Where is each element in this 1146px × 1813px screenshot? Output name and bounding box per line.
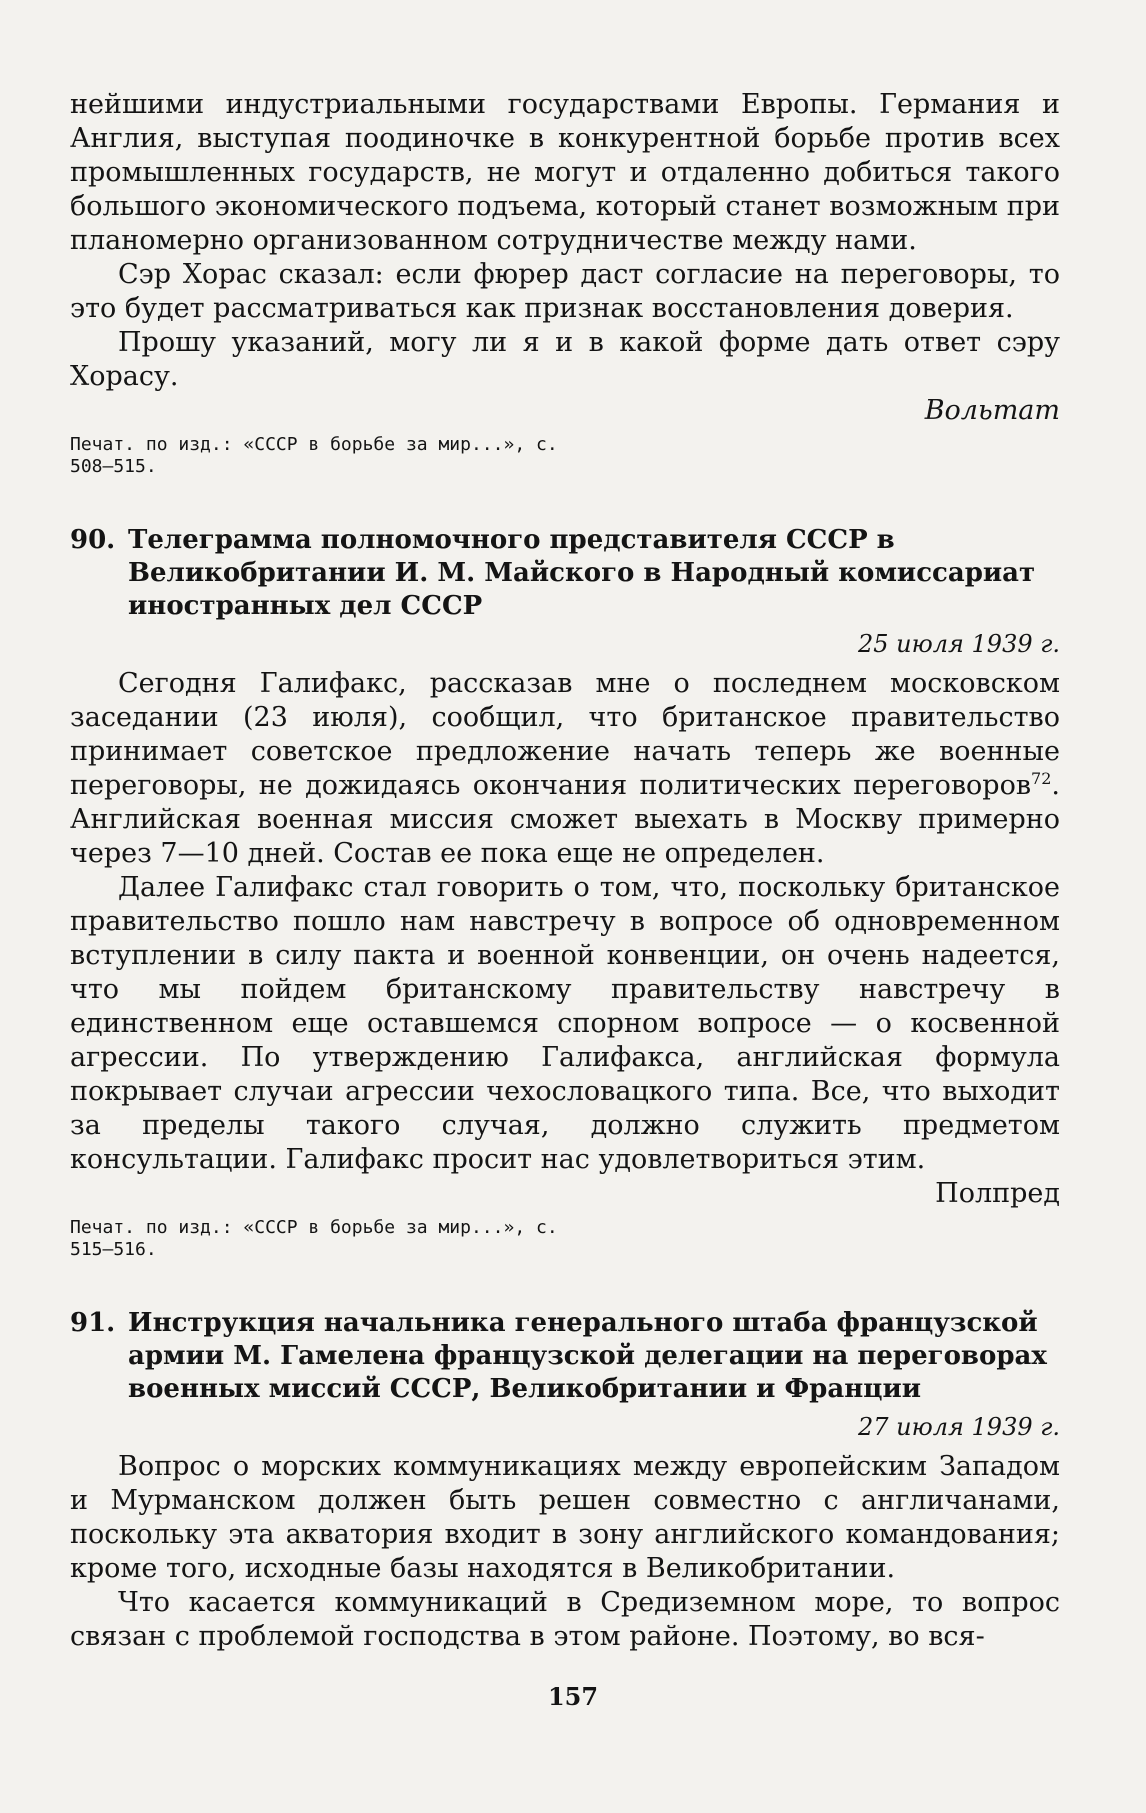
signature-polpred: Полпред	[935, 1178, 1060, 1209]
paragraph: Далее Галифакс стал говорить о том, что, поскольку британское правительство пошло нам навстречу в вопросе об одновременном вступлении в силу пакта и военной конвенции, он очень надеется, что мы пойдем британскому правительству навстречу в единственном еще оставшемся спорном вопросе — о косвенной агрессии. По утверждению Галифакса, английская формула покрывает случаи агрессии чехословацкого типа. Все, что выходит за пределы такого случая, должно служить предметом консультации. Галифакс просит нас удовлетвориться этим.	[70, 872, 1060, 1175]
paragraph: нейшими индустриальными государствами Европы. Германия и Англия, выступая поодиночке в конкурентной борьбе против всех промышленных государств, не могут и отдаленно добиться такого большого экономического подъема, который станет возможным при планомерно организованном сотрудничестве между нами.	[70, 89, 1060, 256]
document-date: 25 июля 1939 г.	[857, 630, 1060, 658]
source-note: Печат. по изд.: «СССР в борьбе за мир...», с. 508—515.	[70, 434, 558, 477]
document-title-text: Инструкция начальника генерального штаба французской армии М. Гамелена французской делегации на переговорах военных миссий СССР, Великобритании и Франции	[128, 1308, 1047, 1404]
document-number: 91.	[70, 1308, 116, 1338]
document-90-title	[70, 524, 1060, 623]
document-page	[70, 88, 1060, 1654]
paragraph	[70, 667, 1060, 871]
paragraph: Сэр Хорас сказал: если фюрер даст согласие на переговоры, то это будет рассматриваться как признак восстановления доверия.	[70, 259, 1060, 324]
source-note: Печат. по изд.: «СССР в борьбе за мир...», с. 515—516.	[70, 1217, 558, 1260]
document-title-text: Телеграмма полномочного представителя СССР в Великобритании И. М. Майского в Народный комиссариат иностранных дел СССР	[128, 525, 1036, 621]
paragraph: Вопрос о морских коммуникациях между европейским Западом и Мурманском должен быть решен совместно с англичанами, поскольку эта акватория входит в зону английского командования; кроме того, исходные базы находятся в Великобритании.	[70, 1451, 1060, 1584]
paragraph-text: Сегодня Галифакс, рассказав мне о последнем московском заседании (23 июля), сообщил, что британское правительство принимает советское предложение начать теперь же военные переговоры, не дожидаясь окончания политических переговоров	[70, 668, 1060, 801]
document-91-title	[70, 1307, 1060, 1406]
paragraph: Прошу указаний, могу ли я и в какой форме дать ответ сэру Хорасу.	[70, 327, 1060, 392]
page-number: 157	[547, 1682, 599, 1711]
footnote-ref: 72	[1031, 769, 1052, 788]
document-date: 27 июля 1939 г.	[857, 1413, 1060, 1441]
document-number: 90.	[70, 525, 116, 555]
signature-voltat: Вольтат	[924, 395, 1060, 426]
paragraph-text: . Английская военная миссия сможет выехать в Москву примерно через 7—10 дней. Состав ее пока еще не определен.	[70, 770, 1060, 869]
paragraph: Что касается коммуникаций в Средиземном море, то вопрос связан с проблемой господства в этом районе. Поэтому, во вся-	[70, 1587, 1060, 1652]
